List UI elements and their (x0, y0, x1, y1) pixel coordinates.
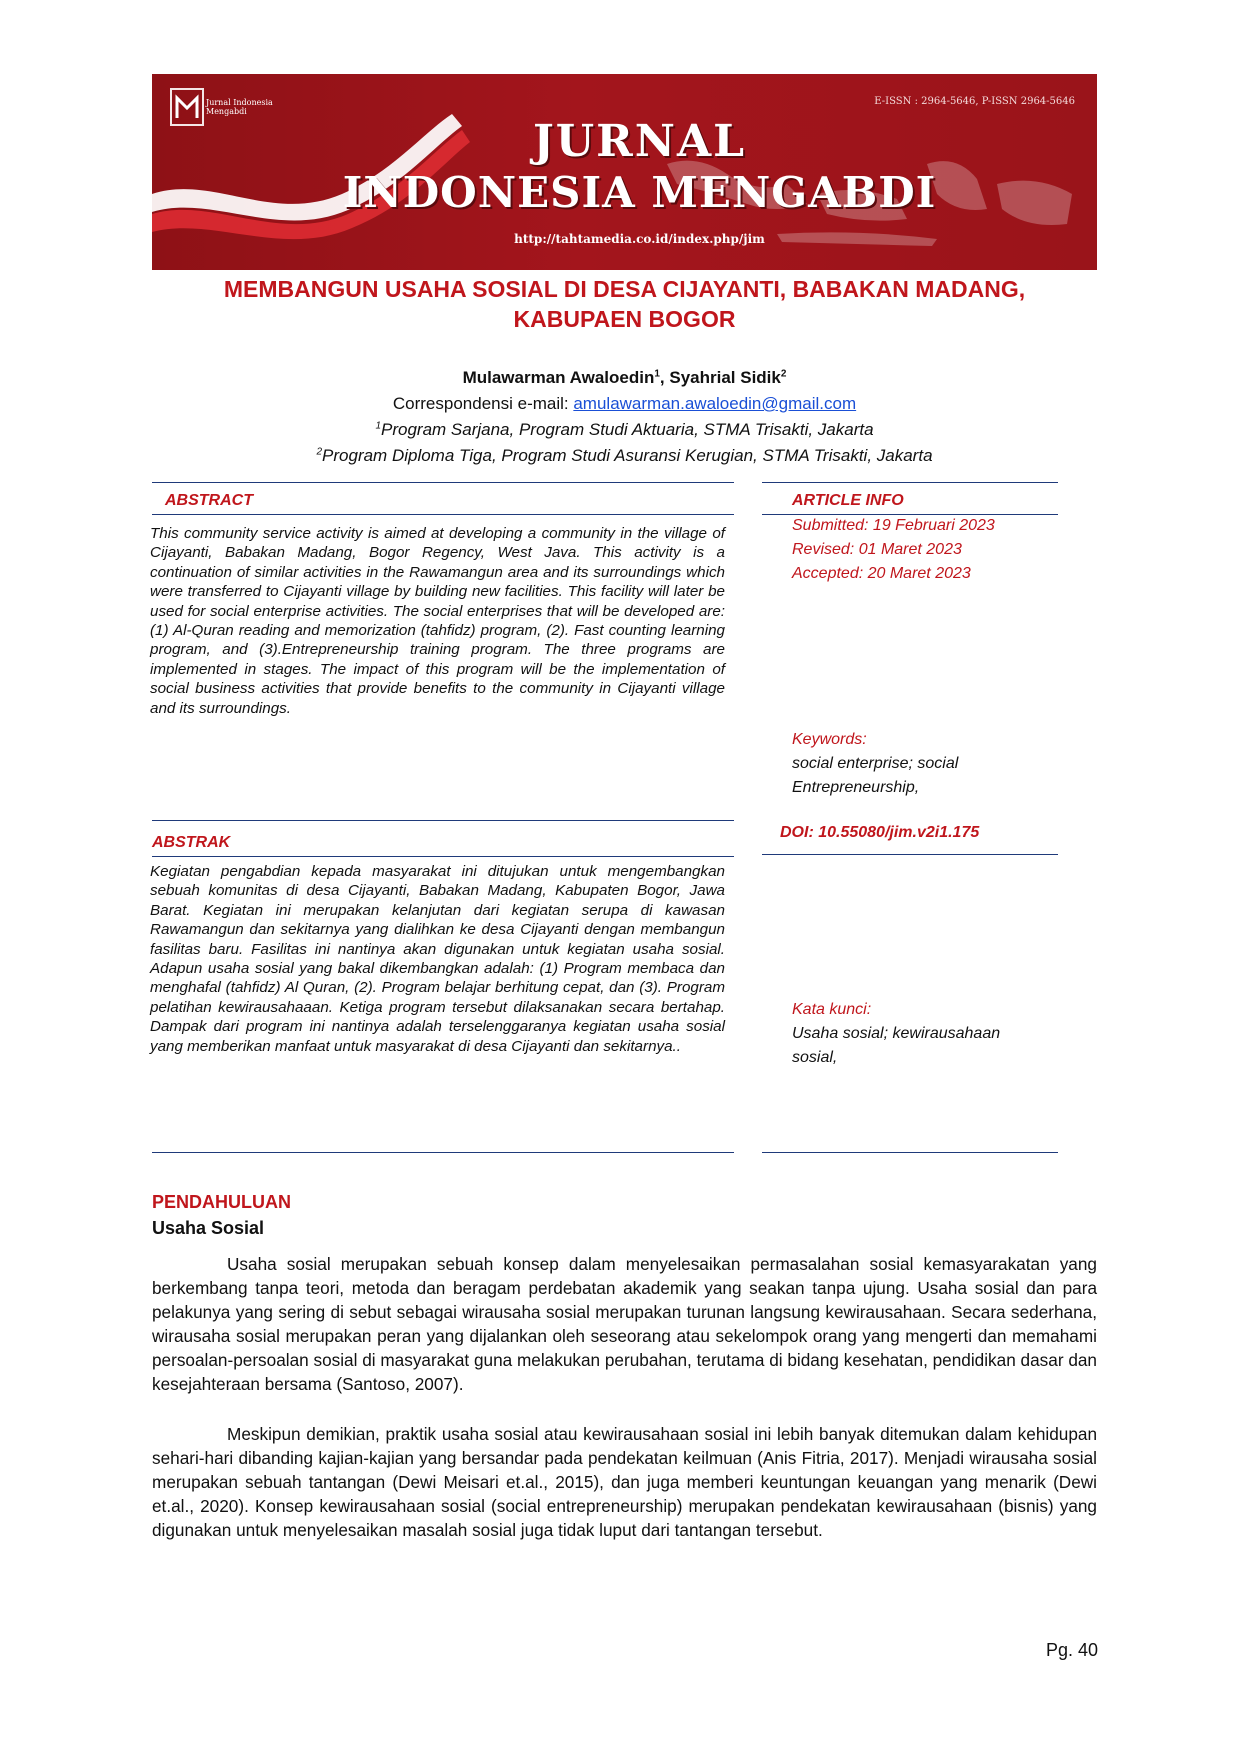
keywords-line2: Entrepreneurship, (792, 779, 920, 796)
revised-date: Revised: 01 Maret 2023 (792, 541, 962, 558)
submitted-date: Submitted: 19 Februari 2023 (792, 517, 995, 534)
accepted-date: Accepted: 20 Maret 2023 (792, 565, 971, 582)
subsection-heading: Usaha Sosial (152, 1218, 265, 1238)
divider (762, 854, 1058, 855)
paper-title: MEMBANGUN USAHA SOSIAL DI DESA CIJAYANTI, BABAKAN MADANG, KABUPAEN BOGOR (223, 276, 1026, 332)
keywords-label: Keywords: (792, 731, 867, 748)
affiliation-1: $^1$Program Sarjana, Program Studi Aktuaria, STMA Trisakti, Jakarta (375, 420, 874, 439)
divider (762, 1152, 1058, 1153)
corr-email-link[interactable]: amulawarman.awaloedin@gmail.com (573, 394, 857, 413)
abstract-text: This community service activity is aimed at developing a community in the village of Cijayanti, Babakan Madang, Bogor Regency, West Java. This activity is a continuation of similar activities in the Rawamangun area and its surroundings which were transferred to Cijayanti village by building new facilities. This facility will later be used for social enterprise activities. The social enterprises that will be developed are: (1) Al-Quran reading and memorization (tahfidz) program, (2). Fast counting learning program, and (3).Entrepreneurship training program. The three programs are implemented in stages. The impact of this program will be the implementation of social business activities that provide benefits to the community in Cijayanti village and its surroundings. (150, 525, 725, 717)
divider (762, 482, 1058, 483)
issn-text: E-ISSN : 2964-5646, P-ISSN 2964-5646 (874, 96, 1075, 107)
abstrak-text: Kegiatan pengabdian kepada masyarakat ini ditujukan untuk mengembangkan sebuah komunitas di desa Cijayanti, Babakan Madang, Kabupaten Bogor, Jawa Barat. Kegiatan ini merupakan kelanjutan dari kegiatan serupa di kawasan Rawamangun dan sekitarnya yang dialihkan ke desa Cijayanti dengan membangun fasilitas baru. Fasilitas ini nantinya akan digunakan untuk kegiatan usaha sosial. Adapun usaha sosial yang bakal dikembangkan adalah: (1) Program membaca dan menghafal (tahfidz) Al Quran, (2). Program belajar berhitung cepat, dan (3). Program pelatihan kewirausahaaan. Ketiga program tersebut dilaksanakan secara bertahap. Dampak dari program ini nantinya adalah terselenggaranya kegiatan usaha sosial yang memberikan manfaat untuk masyarakat di desa Cijayanti dan sekitarnya.. (150, 863, 725, 1055)
journal-title-line1: JURNAL (532, 116, 747, 167)
affiliation-2: $^2$Program Diploma Tiga, Program Studi Asuransi Kerugian, STMA Trisakti, Jakarta (316, 446, 933, 465)
abstract-heading: ABSTRACT (165, 492, 253, 509)
keywords-line1: social enterprise; social (792, 755, 959, 772)
correspondence: Correspondensi e-mail: amulawarman.awaloedin@gmail.com (392, 394, 857, 413)
divider (152, 820, 734, 821)
article-info-heading: ARTICLE INFO (792, 492, 904, 509)
divider (152, 856, 734, 857)
doi-text[interactable]: DOI: 10.55080/jim.v2i1.175 (780, 824, 980, 841)
kata-kunci-label: Kata kunci: (792, 1001, 872, 1018)
divider (152, 482, 734, 483)
page-number: Pg. 40 (1045, 1640, 1098, 1660)
kata-kunci-line2: sosial, (792, 1049, 838, 1066)
section-heading: PENDAHULUAN (152, 1192, 291, 1212)
logo-text: Jurnal Indonesia Mengabdi (206, 98, 273, 116)
abstrak-heading: ABSTRAK (152, 834, 231, 851)
divider (152, 1152, 734, 1153)
journal-title-line2: INDONESIA MENGABDI (342, 168, 937, 217)
paragraph-1: Usaha sosial merupakan sebuah konsep dalam menyelesaikan permasalahan sosial kemasyarakatan yang berkembang tanpa teori, metoda dan beragam perdebatan akademik yang seakan tanpa ujung. Usaha sosial dan para pelakunya yang sering di sebut sebagai wirausaha sosial merupakan turunan langsung kewirausahaan. Secara sederhana, wirausaha sosial merupakan peran yang dijalankan oleh seseorang atau sekelompok orang yang mengerti dan memahami persoalan-persoalan sosial di masyarakat guna melakukan perubahan, terutama di bidang kesehatan, pendidikan dasar dan kesejahteraan bersama (Santoso, 2007). (152, 1254, 1097, 1394)
journal-banner (152, 74, 1097, 270)
journal-url[interactable]: http://tahtamedia.co.id/index.php/jim (514, 232, 765, 246)
authors: Mulawarman Awaloedin$^1$, Syahrial Sidik$^2$ (462, 368, 787, 387)
paragraph-2: Meskipun demikian, praktik usaha sosial atau kewirausahaan sosial ini lebih banyak ditemukan dalam kehidupan sehari-hari dibanding kajian-kajian yang bersandar pada pendekatan keilmuan (Anis Fitria, 2017). Menjadi wirausaha sosial merupakan sebuah tantangan (Dewi Meisari et.al., 2015), dan juga memberi keuntungan keuangan yang menarik (Dewi et.al., 2020). Konsep kewirausahaan sosial (social entrepreneurship) merupakan pendekatan kewirausahaan (bisnis) yang digunakan untuk menyelesaikan masalah sosial juga tidak luput dari tantangan tersebut. (152, 1424, 1097, 1540)
kata-kunci-line1: Usaha sosial; kewirausahaan (792, 1025, 1001, 1042)
divider (152, 514, 734, 515)
